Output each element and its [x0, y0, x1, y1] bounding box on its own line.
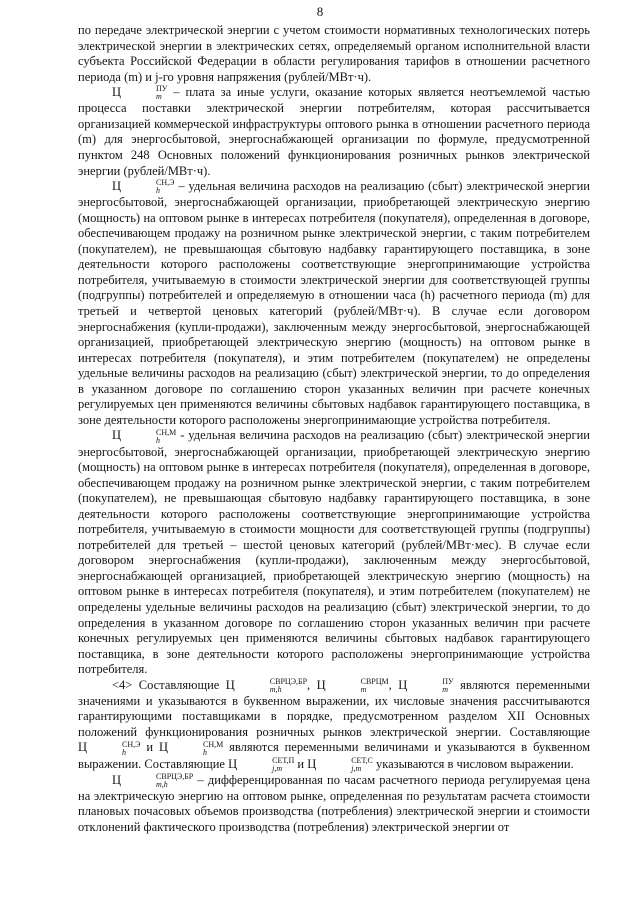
symbol-svrcebr: Ц СВРЦЭ,БР m,h — [225, 676, 308, 694]
symbol-svrcm: Ц СВРЦМ m — [316, 676, 389, 694]
paragraph-text: – дифференцированная по часам расчетного периода регулируемая цена на электрическую энергию на оптовом рынке, определенная по результатам расчета стоимости плановых почасовых объемов производства (потребления) электрической энергии и стоимости отклонений фактического производства (потребления) электрической энергии от — [78, 772, 590, 834]
paragraph-text: – удельная величина расходов на реализацию (сбыт) электрической энергии энергосбытовой, энергоснабжающей организации, приобретающей электрическую энергию (мощность) на оптовом рынке в интересах потребителя (покупателя), определенная в договоре, обеспечивающем продажу на розничном рынке электрической энергии, с таким потребителем (покупателем), не превышающая сбытовую надбавку гарантирующего поставщика, в зоне деятельности которого расположены соответствующие энергопринимающие устройства потребителя, учитываемую в стоимости электрической энергии для соответствующей группы (подгруппы) потребителей и определяемую в отношении часа (h) расчетного периода (m) для третьей и четвертой ценовых категорий (рублей/МВт·ч). В случае если договором энергоснабжения (купли-продажи), заключенным между энергосбытовой, энергоснабжающей организацией, приобретающей электрическую энергию (мощность) на оптовом рынке в интересах потребителя (покупателя), и этим потребителем (покупателем) не определены удельные величины расходов на реализацию (сбыт) электрической энергии, то до определения в указанном договоре по соглашению сторон указанных величин при расчете конечных регулируемых цен применяются величины сбытовых надбавок гарантирующего поставщика, в зоне деятельности которого расположены энергопринимающие устройства потребителя. — [78, 179, 590, 427]
symbol-svrcebr-def: Ц СВРЦЭ,БР m,h — [112, 771, 194, 789]
paragraph-text: - удельная величина расходов на реализацию (сбыт) электрической энергии энергосбытовой, энергоснабжающей организации, приобретающей электрическую энергию (мощность) на оптовом рынке в интересах потребителя (покупателя), определенная в договоре, обеспечивающем продажу на розничном рынке электрической энергии, с таким потребителем (покупателем), не превышающая сбытовую надбавку гарантирующего поставщика, в зоне деятельности которого расположены соответствующие энергопринимающие устройства потребителя, учитываемую в стоимости мощности для соответствующей группы (подгруппы) потребителей для третьей – шестой ценовых категорий (рублей/МВт·мес). В случае если договором энергоснабжения (купли-продажи), заключенным между энергосбытовой, энергоснабжающей организацией, приобретающей электрическую энергию (мощность) на оптовом рынке в интересах потребителя (покупателя), и этим потребителем (покупателем) не определены удельные величины расходов на реализацию (сбыт) электрической энергии, то до определения в указанном договоре по соглашению сторон указанных величин при расчете конечных регулируемых цен применяются величины сбытовых надбавок гарантирующего поставщика, в зоне деятельности которого расположены энергопринимающие устройства потребителя. — [78, 428, 590, 677]
paragraph-text: указываются в числовом выражении. — [372, 756, 574, 771]
paragraph-sne-definition — [78, 179, 590, 428]
paragraph-continuation — [78, 23, 590, 85]
symbol-pu: Ц ПУ m — [112, 84, 168, 102]
paragraph-pu-definition — [78, 85, 590, 179]
paragraph-svrcebr-definition — [78, 773, 590, 836]
symbol-snm: Ц СН,М h — [112, 427, 177, 445]
symbol-sne-ref: Ц СН,Э h — [78, 739, 141, 757]
symbol-snm-ref: Ц СН,М h — [158, 739, 224, 757]
symbol-setc: Ц СЕТ,С j,m — [307, 755, 373, 773]
symbol-sne: Ц СН,Э h — [112, 178, 175, 196]
paragraph-snm-definition — [78, 428, 590, 677]
paragraph-text: являются переменными значениями и указываются в буквенном выражении, их числовые значения рассчитываются гарантирующими поставщиками в порядке, предусмотренном разделом XII Основных положений функционирования розничных рынков электрической энергии. Составляющие — [78, 677, 590, 739]
symbol-pu-ref: Ц ПУ m — [398, 676, 454, 694]
document-body — [78, 23, 590, 835]
paragraph-text: являются переменными величинами и указываются в буквенном выражении. Составляющие — [78, 740, 590, 771]
paragraph-note-4: <4> Составляющие Ц СВРЦЭ,БР m,h , Ц СВРЦМ m , Ц ПУ m являются переменными значениями и указываются в буквенном выражении, их числовые значения рассчитываются гарантирующими поставщиками в порядке, предусмотренном разделом XII Основных положений функционирования розничных рынков электрической энергии. Составляющие Ц СН,Э h и Ц СН,М h являются переменными величинами и указываются в буквенном выражении. Составляющие Ц СЕТ,П j,m и Ц СЕТ,С j,m указываются в числовом выражении. — [78, 676, 590, 773]
paragraph-text: – плата за иные услуги, оказание которых является неотъемлемой частью процесса поставки электрической энергии потребителям, которая рассчитывается организацией коммерческой инфраструктуры оптового рынка в отношении расчетного периода (m) для энергосбытовой, энергоснабжающей организации по формуле, предусмотренной пунктом 248 Основных положений функционирования розничных рынков электрической энергии (рублей/МВт·ч). — [78, 85, 590, 178]
paragraph-text: <4> Составляющие — [112, 677, 226, 692]
paragraph-text: по передаче электрической энергии с учетом стоимости нормативных технологических потерь электрической энергии в электрических сетях, определяемый органом исполнительной власти субъекта Российской Федерации в области регулирования тарифов в отношении расчетного периода (m) и j-го уровня напряжения (рублей/МВт·ч). — [78, 23, 590, 84]
page-number: 8 — [316, 4, 324, 19]
symbol-setp: Ц СЕТ,П j,m — [228, 755, 295, 773]
